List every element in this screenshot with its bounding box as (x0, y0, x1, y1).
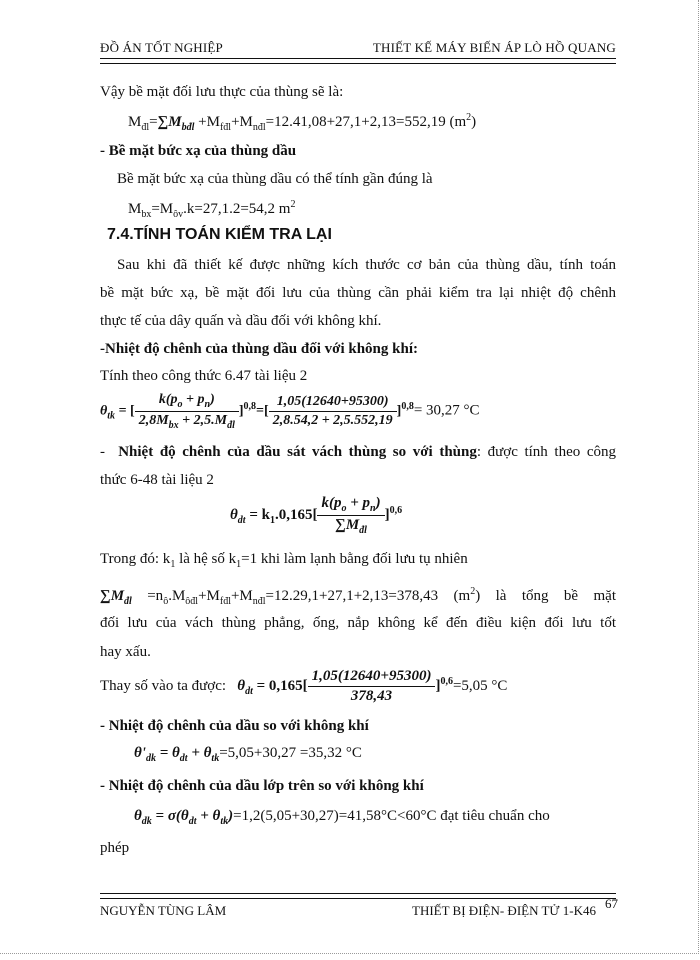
section-heading: 7.4.TÍNH TOÁN KIỂM TRA LẠI (107, 226, 332, 243)
header-rule (100, 58, 616, 64)
subheading: - Bề mặt bức xạ của thùng dầu (100, 143, 297, 159)
page-number: 67 (605, 896, 618, 911)
paragraph-line: đối lưu của vách thùng phẳng, ống, nắp không kể đến điều kiện đối lưu tốt (100, 615, 616, 631)
subheading: - Nhiệt độ chênh của dầu so với không khí (100, 718, 369, 734)
paragraph-line: hay xấu. (100, 644, 151, 660)
footer-rule (100, 893, 616, 899)
text-line: Vậy bề mặt đối lưu thực của thùng sẽ là: (100, 84, 344, 100)
header-right: THIẾT KẾ MÁY BIẾN ÁP LÒ HỒ QUANG (372, 40, 616, 55)
equation-oil-wall: $\theta_{dt} = k_1.0,165$[ $\frac{k(p_o + p_n)}{\sum M_{đl}}$ ]$^{0,6}$ (230, 495, 403, 536)
equation-substitution: Thay số vào ta được: $\theta_{dt} = 0,165$[ $\frac{1,05(12640+95300)}{378,43}$ ]$^{0,6}$=5,05 °C (100, 668, 508, 704)
text-line: Bề mặt bức xạ của thùng dầu có thể tính gần đúng là (117, 171, 433, 187)
text-line: Tính theo công thức 6.47 tài liệu 2 (100, 368, 308, 384)
paragraph-line: bề mặt bức xạ, bề mặt đối lưu của thùng cần phải kiểm tra lại nhiệt độ chênh (100, 285, 616, 301)
text-line: Trong đó: $k_1$ là hệ số $k_1=1$ khi làm lạnh bằng đối lưu tụ nhiên (100, 551, 468, 570)
equation-tank-temperature: $\theta_{tk}$ = [ $\frac{k(p_o + p_n)}{2,8M_{bx} + 2,5.M_{đl}}$ ]$^{0,8}$=[ $\frac{1,05(12640+95300)}{2,8.54,2 + 2,5.552,19}$ ]$^{0,8}$= 30,27 °C (100, 392, 480, 431)
equation-oil-air: $\theta'_{dk} = \theta_{dt} + \theta_{tk}=5,05+30,27 =35,32$ °C (134, 745, 362, 764)
fraction: $\frac{1,05(12640+95300)}{378,43}$ (308, 668, 436, 705)
subheading: -Nhiệt độ chênh của thùng dầu đối với không khí: (100, 341, 418, 357)
paragraph-line: Sau khi đã thiết kế được những kích thước cơ bản của thùng dầu, tính toán (117, 257, 616, 273)
equation-radiation-surface: $M_{bx}=M_{ôv}.k=27,1.2=54,2$ $m^2$ (128, 199, 296, 220)
equation-value: .k=27,1.2=54,2 m (183, 201, 291, 217)
paragraph-line: $\sum M_{đl} =n_ô.M_{ôđl}+M_{fđl}+M_{nđl}=12.29,1+27,1+2,13=378,43$ $(m^2)$ là tổng bề mặt (100, 586, 616, 607)
paragraph-line: thực tế của dây quấn và dầu đối với không khí. (100, 313, 382, 329)
equation-surface-total: $M_{đl}=\sum M_{bđl} +M_{fđl}+M_{nđl}=12.41,08+27,1+2,13=552,19$ $(m^2)$ (128, 112, 477, 133)
text-line: phép (100, 840, 130, 856)
equation-top-oil: $\theta_{dk} = \sigma(\theta_{dt} + \theta_{tk})=1,2(5,05+30,27)=41,58^\circ C<60^\circ C$ đạt tiêu chuẩn cho (134, 808, 550, 827)
fraction: $\frac{k(p_o + p_n)}{2,8M_{bx} + 2,5.M_{đl}}$ (135, 392, 239, 431)
equation-value: =12.41,08+27,1+2,13=552,19 (m (265, 114, 467, 130)
paragraph-line: - Nhiệt độ chênh của dầu sát vách thùng so với thùng: được tính theo công (100, 444, 616, 460)
paragraph-line: thức 6-48 tài liệu 2 (100, 472, 214, 488)
footer-right: THIẾT BỊ ĐIỆN- ĐIỆN TỬ 1-K46 (412, 903, 596, 918)
subheading: - Nhiệt độ chênh của dầu lớp trên so với không khí (100, 778, 424, 794)
header-left: ĐỒ ÁN TỐT NGHIỆP (100, 40, 223, 55)
footer-left: NGUYỄN TÙNG LÂM (100, 903, 227, 918)
fraction: $\frac{k(p_o + p_n)}{\sum M_{đl}}$ (317, 495, 384, 536)
fraction: $\frac{1,05(12640+95300)}{2,8.54,2 + 2,5.552,19}$ (269, 394, 397, 429)
